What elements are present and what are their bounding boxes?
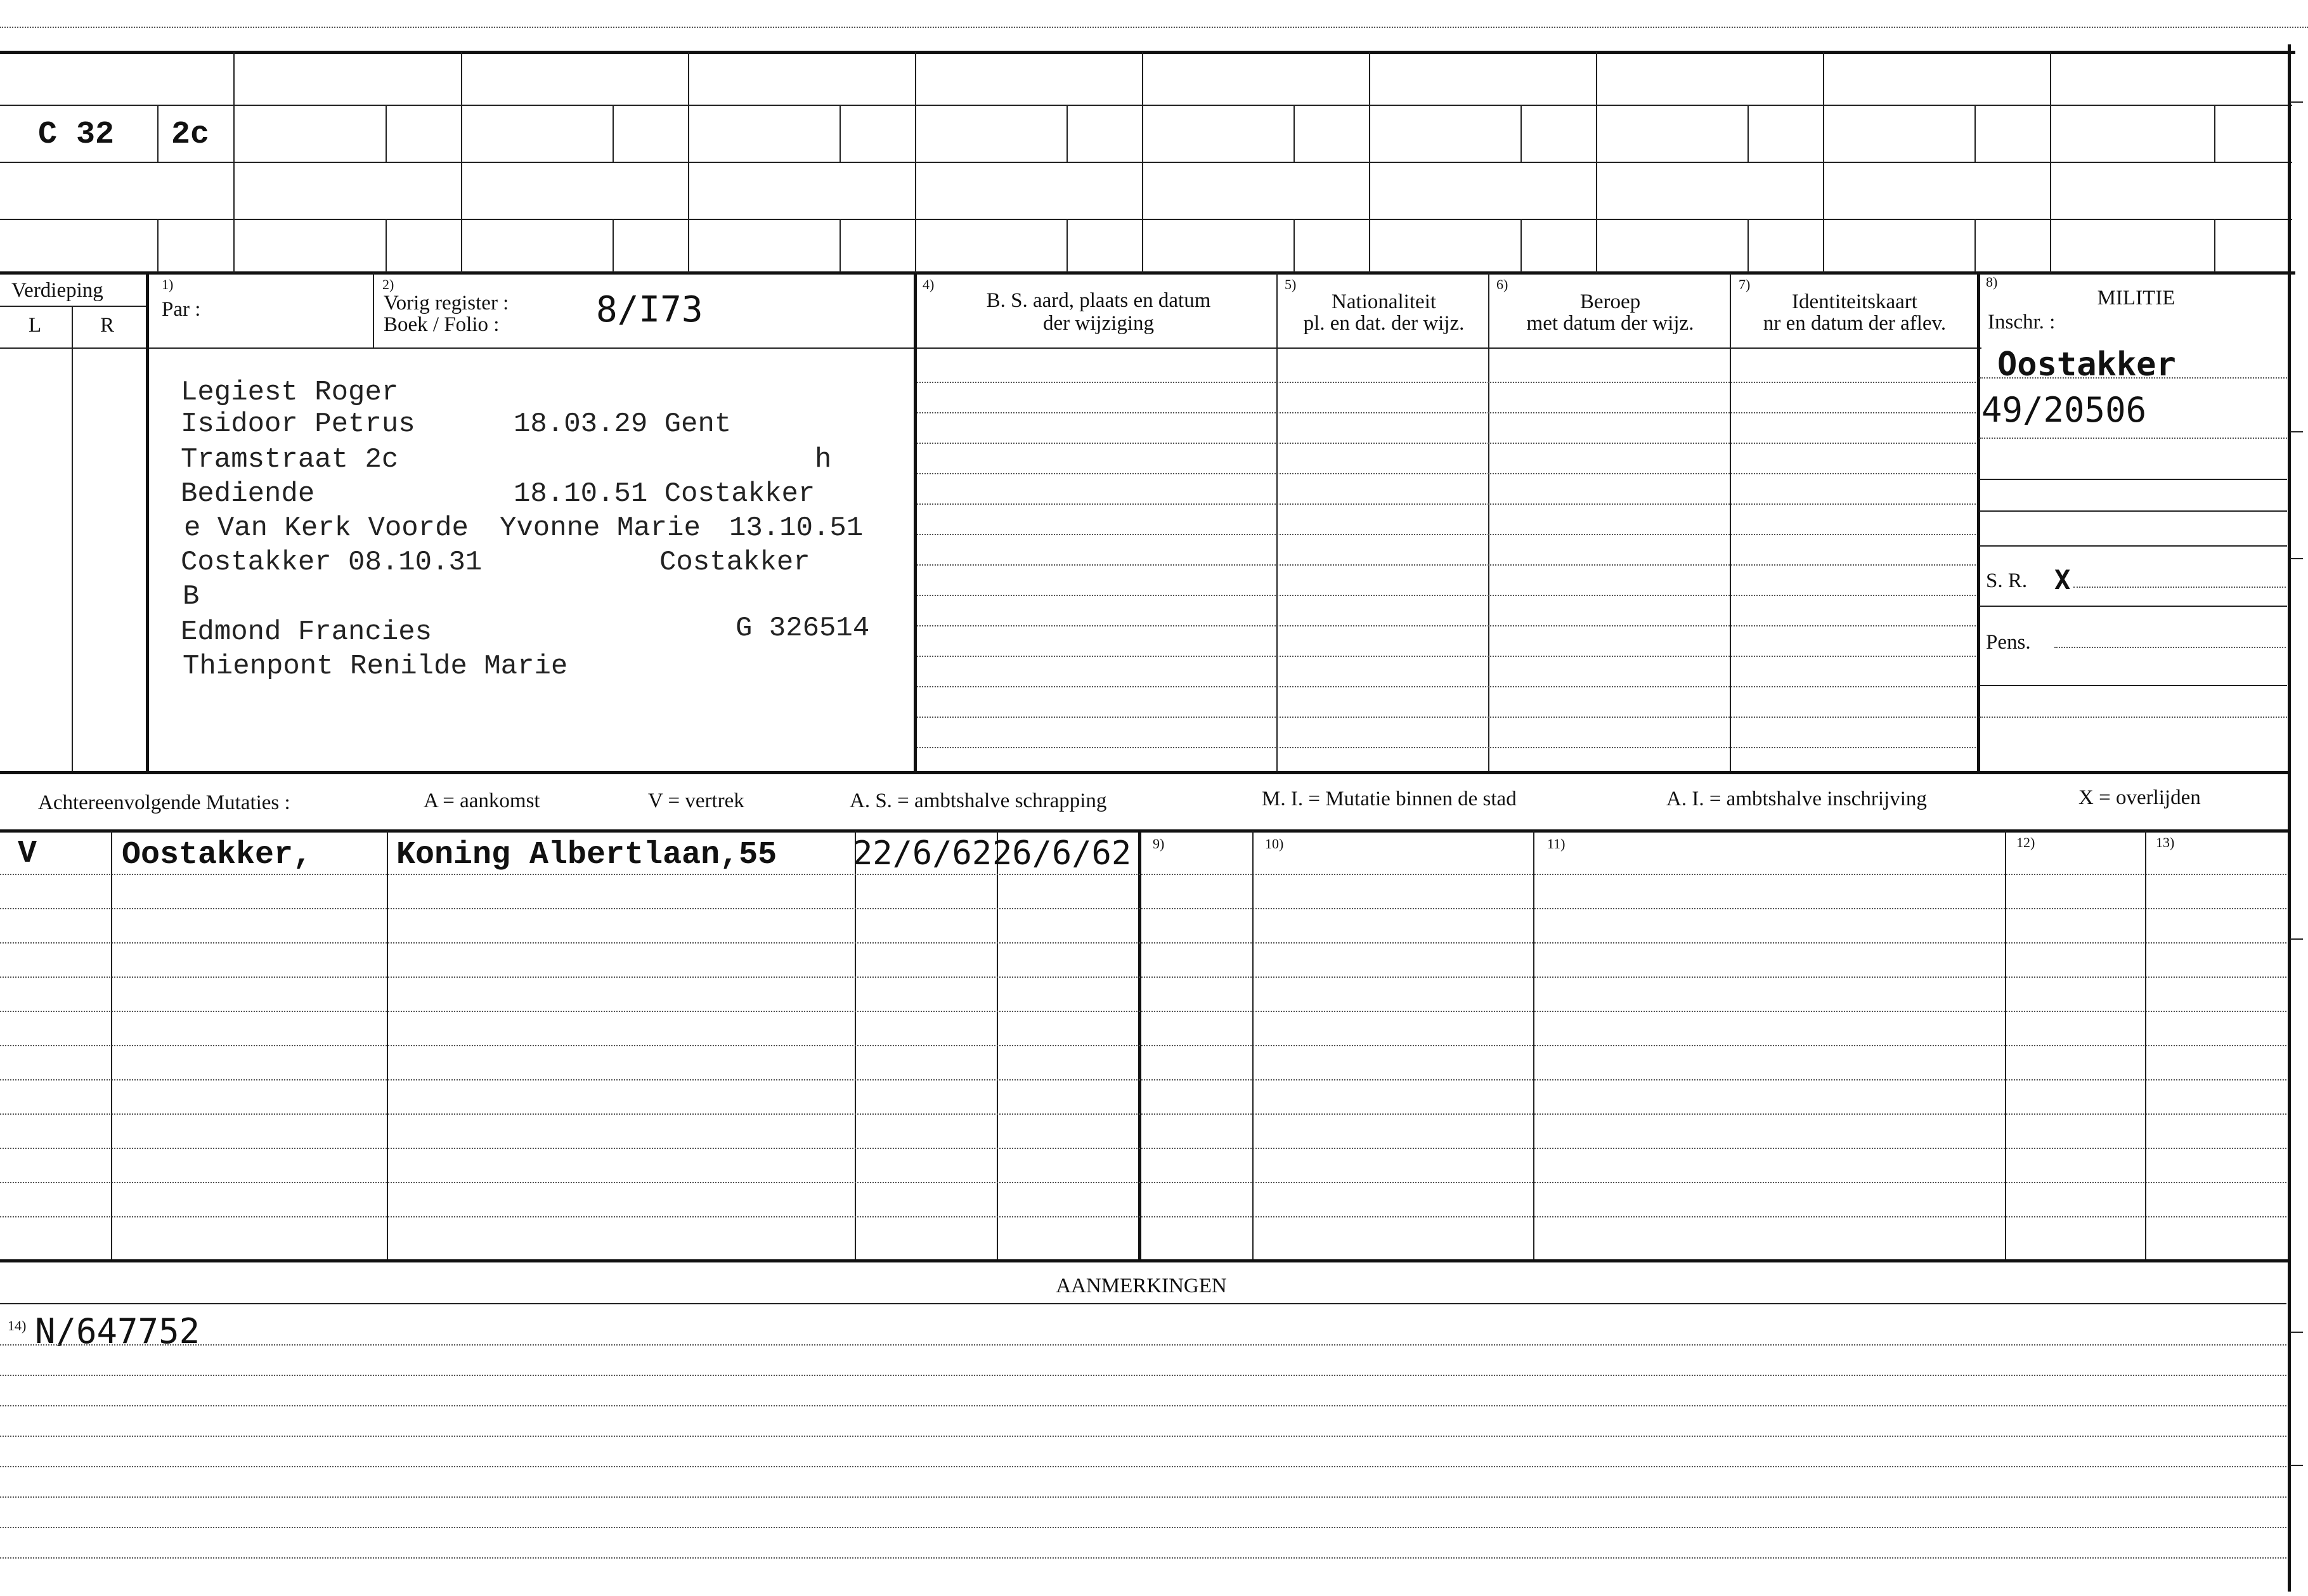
mutation-date-2: 26/6/62 bbox=[992, 834, 1132, 873]
legend-mi: M. I. = Mutatie binnen de stad bbox=[1262, 788, 1517, 810]
grid-col-line bbox=[1823, 52, 1824, 273]
grid-col-line bbox=[1369, 52, 1370, 273]
entry-line bbox=[917, 443, 1976, 444]
legend-as: A. S. = ambtshalve schrapping bbox=[850, 789, 1107, 812]
par-label: Par : bbox=[162, 298, 201, 321]
legend-x: X = overlijden bbox=[2078, 786, 2201, 809]
nat-label-1: Nationaliteit bbox=[1332, 290, 1436, 313]
grid-row-line bbox=[0, 162, 2292, 163]
beroep-label-1: Beroep bbox=[1579, 290, 1641, 313]
grid-row-line bbox=[0, 219, 2292, 220]
person-line-b: Yvonne Marie bbox=[500, 512, 701, 544]
edge-tick bbox=[2290, 1465, 2303, 1466]
person-line-a: Tramstraat 2c bbox=[181, 444, 399, 476]
bs-left-border bbox=[914, 273, 917, 772]
bs-label-1: B. S. aard, plaats en datum bbox=[986, 289, 1211, 312]
nat-left-line bbox=[1276, 273, 1278, 772]
grid-minor-line bbox=[386, 105, 387, 163]
bs-num: 4) bbox=[923, 276, 935, 292]
grid-minor-line bbox=[157, 219, 159, 272]
entry-line bbox=[917, 656, 1976, 657]
grid-col-line bbox=[2050, 52, 2051, 273]
scan-edge bbox=[0, 27, 2308, 28]
person-line-c: 13.10.51 bbox=[729, 512, 864, 544]
edge-tick bbox=[2290, 558, 2303, 559]
vorig-num: 2) bbox=[382, 276, 394, 292]
mutation-address: Koning Albertlaan,55 bbox=[396, 837, 777, 873]
mut-col-num-11: 11) bbox=[1547, 836, 1566, 852]
mutation-place: Oostakker, bbox=[122, 837, 313, 873]
remarks-line bbox=[0, 1303, 2286, 1304]
militie-line bbox=[1980, 545, 2287, 547]
person-line-a: Bediende bbox=[181, 478, 315, 510]
id-left-line bbox=[1730, 273, 1731, 772]
grid-minor-line bbox=[1066, 219, 1068, 272]
person-line-a: B bbox=[183, 581, 200, 613]
grid-col-line bbox=[1596, 52, 1597, 273]
grid-col-line bbox=[915, 52, 916, 273]
beroep-num: 6) bbox=[1496, 276, 1508, 292]
vorig-register-value: 8/I73 bbox=[596, 289, 703, 330]
sr-value: X bbox=[2054, 564, 2071, 595]
entry-line bbox=[917, 717, 1976, 718]
edge-tick bbox=[2290, 1332, 2303, 1333]
grid-minor-line bbox=[157, 105, 159, 163]
id-label-2: nr en datum der aflev. bbox=[1763, 312, 1947, 335]
grid-minor-line bbox=[613, 219, 614, 272]
remarks-line bbox=[0, 1344, 2286, 1346]
remarks-line bbox=[0, 1466, 2286, 1467]
mutation-row bbox=[0, 1079, 2286, 1080]
militie-line bbox=[1980, 717, 2287, 718]
entry-line bbox=[917, 412, 1976, 413]
card-code-right: 2c bbox=[171, 117, 210, 153]
grid-minor-line bbox=[1747, 105, 1749, 163]
vorig-register-label: Vorig register : bbox=[384, 292, 509, 315]
remarks-line bbox=[0, 1375, 2286, 1376]
pens-label: Pens. bbox=[1986, 631, 2031, 654]
militie-line bbox=[1980, 479, 2287, 480]
grid-minor-line bbox=[1293, 105, 1295, 163]
grid-col-line bbox=[688, 52, 689, 273]
card-code-left: C 32 bbox=[38, 117, 115, 153]
beroep-label-2: met datum der wijz. bbox=[1526, 312, 1694, 335]
boek-folio-label: Boek / Folio : bbox=[384, 313, 500, 336]
militie-line bbox=[1980, 685, 2287, 686]
grid-minor-line bbox=[1974, 219, 1976, 272]
mutation-date-1: 22/6/62 bbox=[853, 834, 992, 873]
mutation-type: V bbox=[18, 836, 37, 872]
remarks-line bbox=[0, 1405, 2286, 1406]
remarks-line bbox=[0, 1557, 2286, 1559]
legend-v: V = vertrek bbox=[648, 789, 744, 812]
entry-line bbox=[917, 747, 1976, 748]
id-label-1: Identiteitskaart bbox=[1792, 290, 1917, 313]
header-bottom-line bbox=[0, 347, 1981, 349]
grid-bottom-border bbox=[0, 271, 2295, 275]
par-left-border bbox=[146, 273, 149, 772]
pens-line bbox=[2054, 647, 2286, 648]
mutation-row bbox=[0, 976, 2286, 978]
person-line-a: Legiest Roger bbox=[181, 377, 399, 408]
inschr-label: Inschr. : bbox=[1988, 311, 2056, 334]
main-box-bottom bbox=[0, 771, 2289, 774]
verdieping-label: Verdieping bbox=[11, 279, 103, 302]
grid-minor-line bbox=[1747, 219, 1749, 272]
id-num: 7) bbox=[1739, 276, 1751, 292]
grid-top-border bbox=[0, 51, 2295, 54]
person-line-b: 18.03.29 Gent bbox=[514, 408, 732, 440]
verdieping-r: R bbox=[100, 314, 115, 337]
entry-line bbox=[917, 534, 1976, 535]
militie-place: Oostakker bbox=[1997, 346, 2176, 384]
mut-col-num-10: 10) bbox=[1265, 836, 1284, 852]
mutations-bottom-border bbox=[0, 1259, 2289, 1262]
grid-minor-line bbox=[1520, 219, 1522, 272]
person-line-a: Edmond Francies bbox=[181, 616, 432, 648]
remarks-title: AANMERKINGEN bbox=[1056, 1275, 1227, 1297]
sr-label: S. R. bbox=[1986, 569, 2028, 592]
person-line-a: Thienpont Renilde Marie bbox=[183, 651, 568, 682]
mutation-row bbox=[0, 1216, 2286, 1217]
grid-col-line bbox=[233, 52, 235, 273]
right-border bbox=[2288, 44, 2291, 1592]
verdieping-l: L bbox=[29, 314, 42, 337]
militie-line bbox=[1980, 606, 2287, 607]
nat-label-2: pl. en dat. der wijz. bbox=[1303, 312, 1465, 335]
mutation-row bbox=[0, 1182, 2286, 1183]
entry-line bbox=[917, 503, 1976, 505]
grid-row-line bbox=[0, 105, 2292, 106]
bs-label-2: der wijziging bbox=[1042, 312, 1155, 335]
entry-line bbox=[917, 473, 1976, 474]
militie-line bbox=[1980, 377, 2287, 379]
entry-line bbox=[917, 595, 1976, 596]
entry-line bbox=[917, 625, 1976, 626]
legend-a: A = aankomst bbox=[424, 789, 540, 812]
nat-num: 5) bbox=[1285, 276, 1297, 292]
entry-line bbox=[917, 564, 1976, 566]
mutation-row bbox=[0, 874, 2286, 875]
mut-col-num-9: 9) bbox=[1153, 836, 1165, 852]
remarks-value: N/647752 bbox=[35, 1311, 200, 1351]
mutations-title: Achtereenvolgende Mutaties : bbox=[38, 791, 290, 814]
edge-tick bbox=[2290, 101, 2303, 103]
grid-minor-line bbox=[1066, 105, 1068, 163]
edge-tick bbox=[2290, 431, 2303, 432]
mutations-top-border bbox=[0, 829, 2289, 833]
legend-ai: A. I. = ambtshalve inschrijving bbox=[1666, 788, 1927, 810]
grid-minor-line bbox=[1974, 105, 1976, 163]
militie-left-border bbox=[1977, 273, 1980, 772]
vorig-left-line bbox=[373, 273, 374, 349]
remarks-line bbox=[0, 1436, 2286, 1437]
mut-col-num-12: 12) bbox=[2016, 834, 2035, 850]
entry-line bbox=[917, 382, 1976, 383]
militie-num: 8) bbox=[1986, 274, 1998, 290]
remarks-num: 14) bbox=[8, 1318, 27, 1333]
lr-divider bbox=[72, 306, 73, 772]
person-line-a: Costakker 08.10.31 bbox=[181, 547, 483, 578]
grid-minor-line bbox=[1293, 219, 1295, 272]
person-line-c: G 326514 bbox=[736, 613, 870, 644]
militie-line bbox=[1980, 510, 2287, 512]
person-line-c: Costakker bbox=[659, 547, 810, 578]
sr-line bbox=[2073, 587, 2286, 588]
grid-minor-line bbox=[2214, 219, 2215, 272]
grid-minor-line bbox=[840, 105, 841, 163]
entry-line bbox=[917, 686, 1976, 687]
person-line-a: Isidoor Petrus bbox=[181, 408, 415, 440]
person-line-a: e Van Kerk Voorde bbox=[184, 512, 469, 544]
mutation-row bbox=[0, 1011, 2286, 1012]
grid-minor-line bbox=[1520, 105, 1522, 163]
mut-col-num-13: 13) bbox=[2156, 834, 2175, 850]
edge-tick bbox=[2290, 938, 2303, 940]
militie-number: 49/20506 bbox=[1981, 390, 2147, 430]
mutation-row bbox=[0, 1113, 2286, 1115]
grid-col-line bbox=[1142, 52, 1143, 273]
verdieping-divider bbox=[0, 306, 147, 307]
remarks-line bbox=[0, 1527, 2286, 1528]
mutation-row bbox=[0, 908, 2286, 909]
remarks-line bbox=[0, 1496, 2286, 1498]
militie-title: MILITIE bbox=[2097, 287, 2175, 309]
grid-minor-line bbox=[2214, 105, 2215, 163]
mutation-row bbox=[0, 1148, 2286, 1149]
militie-line bbox=[1980, 438, 2287, 439]
grid-minor-line bbox=[840, 219, 841, 272]
person-line-c: h bbox=[815, 444, 832, 476]
grid-minor-line bbox=[386, 219, 387, 272]
grid-minor-line bbox=[613, 105, 614, 163]
person-line-b: 18.10.51 Costakker bbox=[514, 478, 815, 510]
beroep-left-line bbox=[1488, 273, 1489, 772]
mutation-row bbox=[0, 942, 2286, 944]
par-num: 1) bbox=[162, 276, 174, 292]
grid-col-line bbox=[461, 52, 462, 273]
mutation-row bbox=[0, 1045, 2286, 1046]
